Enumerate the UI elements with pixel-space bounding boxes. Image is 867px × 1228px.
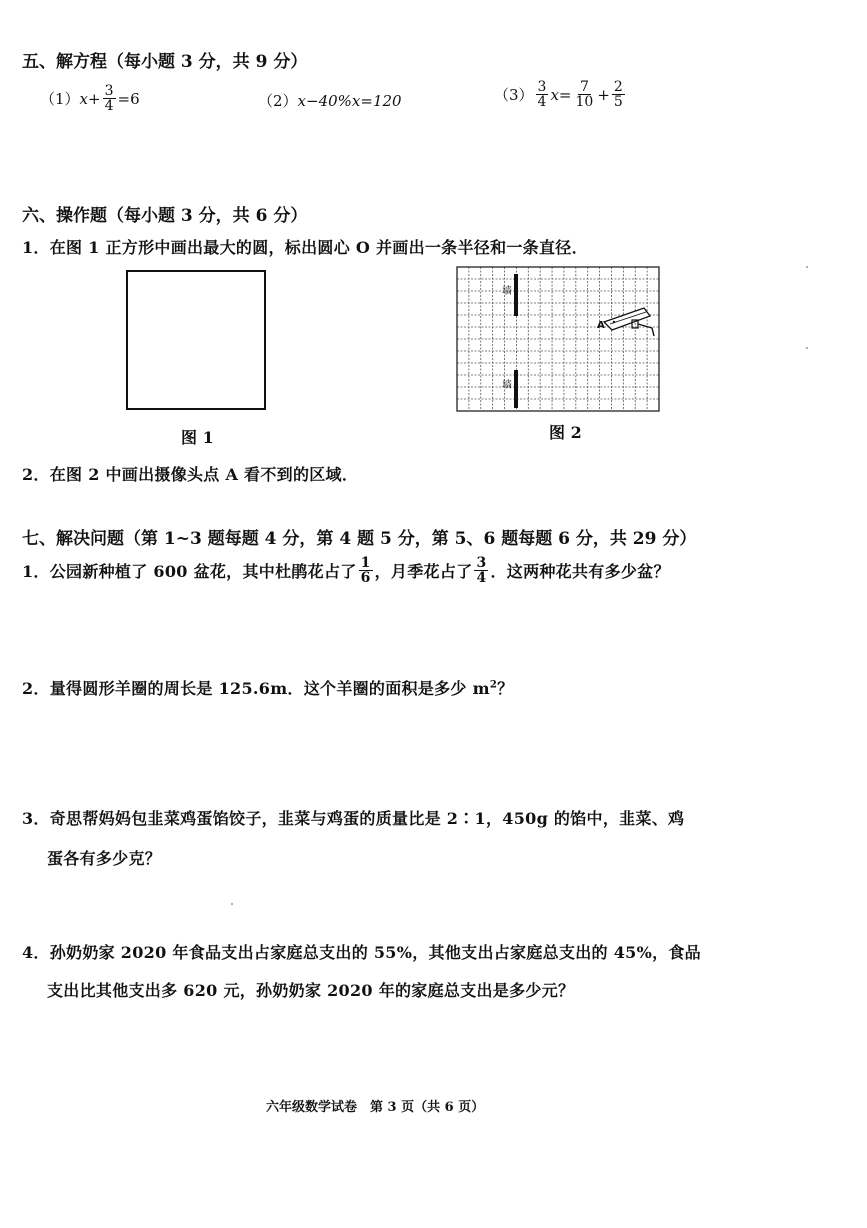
q1-frac2-den: 4 — [476, 570, 487, 586]
wall-bottom — [514, 370, 518, 408]
section5-title: 五、解方程（每小题 3 分，共 9 分） — [22, 52, 308, 72]
q2-superscript: 2 — [489, 679, 498, 691]
eq3-frac1-num: 3 — [537, 79, 547, 95]
wall-top — [514, 274, 518, 316]
eq1-frac-num: 3 — [104, 83, 114, 99]
equation-2 — [258, 90, 402, 111]
section7-question-3-line-1: 3．奇思帮妈妈包韭菜鸡蛋馅饺子，韭菜与鸡蛋的质量比是 2∶1，450g 的馅中，韭菜、鸡 — [22, 809, 685, 828]
q1-frac1-den: 6 — [360, 570, 371, 586]
section6-question-2: 2．在图 2 中画出摄像头点 A 看不到的区域． — [22, 465, 359, 484]
q2-end: ？ — [497, 679, 514, 698]
q1-pre: 1．公园新种植了 600 盆花，其中杜鹃花占了 — [22, 562, 357, 581]
section6-question-1: 1．在图 1 正方形中画出最大的圆，标出圆心 O 并画出一条半径和一条直径． — [22, 238, 588, 257]
equation-3 — [494, 80, 627, 109]
eq3-mid: x= — [550, 85, 572, 104]
eq1-pre: x+ — [79, 89, 101, 108]
figure-2-caption: 图 2 — [549, 423, 582, 442]
figure-2-grid — [456, 266, 664, 414]
eq1-post: =6 — [117, 89, 140, 108]
q1-frac2-num: 3 — [476, 555, 487, 571]
section7-question-1 — [22, 556, 670, 585]
q1-fraction-2 — [474, 556, 488, 585]
section7-title: 七、解决问题（第 1~3 题每题 4 分，第 4 题 5 分，第 5、6 题每题 6 分，共 29 分） — [22, 529, 697, 549]
eq1-frac-den: 4 — [104, 98, 114, 114]
eq3-frac3-den: 5 — [613, 94, 623, 110]
eq3-frac1-den: 4 — [537, 94, 547, 110]
section7-question-4-line-2: 支出比其他支出多 620 元，孙奶奶家 2020 年的家庭总支出是多少元？ — [47, 981, 575, 1000]
section6-title: 六、操作题（每小题 3 分，共 6 分） — [22, 206, 308, 226]
equation-1 — [40, 84, 140, 113]
q1-mid: ，月季花占了 — [374, 562, 473, 581]
section7-question-3-line-2: 蛋各有多少克？ — [47, 849, 162, 868]
eq3-frac2-den: 10 — [575, 94, 594, 110]
camera-point-label: A — [597, 320, 605, 331]
q1-frac1-num: 1 — [360, 555, 371, 571]
eq2-text: x−40%x=120 — [297, 91, 402, 110]
q1-fraction-1 — [359, 556, 373, 585]
eq3-fraction-2 — [574, 80, 596, 109]
eq1-fraction — [103, 84, 116, 113]
section7-question-2 — [22, 676, 513, 699]
wall-label-bottom: 墙 — [502, 380, 512, 391]
eq3-frac3-num: 2 — [613, 79, 623, 95]
section7-question-4-line-1: 4．孙奶奶家 2020 年食品支出占家庭总支出的 55%，其他支出占家庭总支出的 45%，食品 — [22, 943, 701, 962]
eq3-frac2-num: 7 — [579, 79, 589, 95]
eq1-label: （1） — [40, 90, 80, 108]
figure-1-square — [126, 270, 266, 410]
q2-text: 2．量得圆形羊圈的周长是 125.6m．这个羊圈的面积是多少 m — [22, 679, 490, 698]
eq3-label: （3） — [494, 86, 534, 104]
eq2-label: （2） — [258, 92, 298, 110]
q1-post: ．这两种花共有多少盆？ — [490, 562, 670, 581]
scan-speck — [231, 903, 233, 905]
eq3-fraction-1 — [536, 80, 549, 109]
scan-speck — [806, 266, 808, 268]
wall-label-top: 墙 — [502, 286, 512, 297]
scan-speck — [806, 347, 808, 349]
page-footer: 六年级数学试卷 第 3 页（共 6 页） — [266, 1100, 485, 1115]
eq3-plus: + — [597, 85, 610, 104]
figure-1-caption: 图 1 — [181, 428, 214, 447]
eq3-fraction-3 — [612, 80, 625, 109]
